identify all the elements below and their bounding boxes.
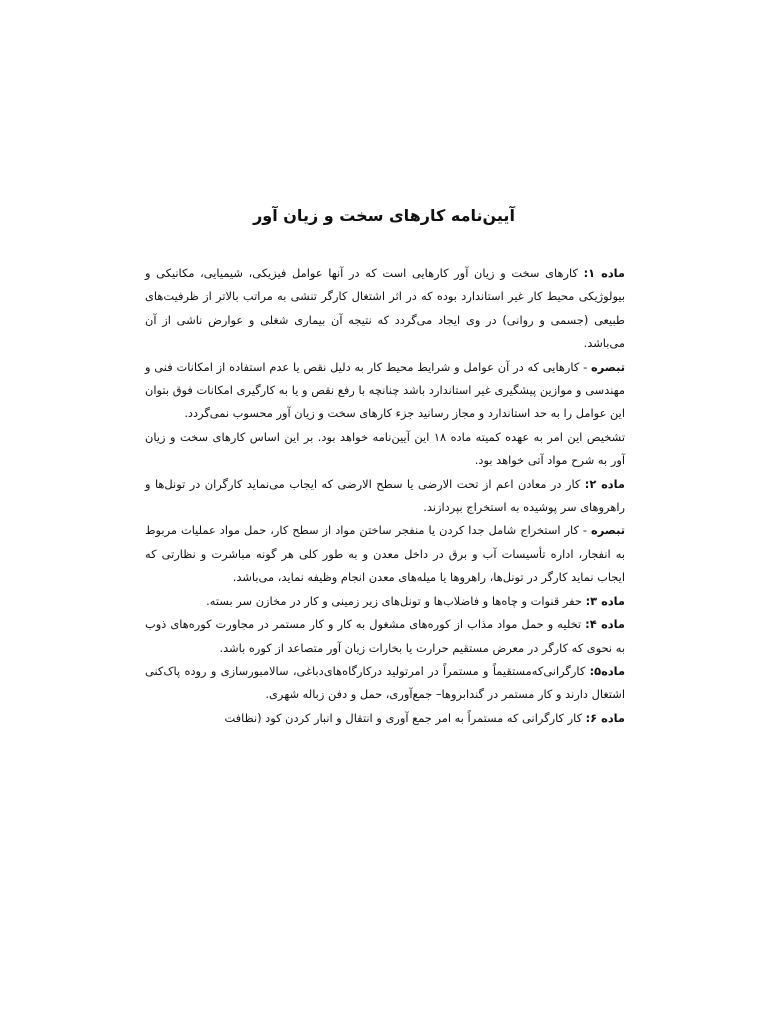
article-2: [145, 473, 625, 520]
note-label: تبصره: [591, 359, 625, 374]
paragraph-text: تشخیص این امر به عهده کمیته ماده ۱۸ این آیین‌نامه خواهد بود. بر این اساس کارهای سخت و زیان آور به شرح مواد آتی خواهد بود.: [145, 429, 625, 468]
article-text: کارگرانی‌که‌مستقیماً و مستمراً در امرتولید درکارگاه‌های‌دباغی، سالامبورسازی و روده پاک‌کنی اشتغال دارند و کار مستمر در گندابروها– جمع‌آوری، حمل و دفن زباله شهری.: [145, 663, 625, 702]
article-text: حفر قنوات و چاه‌ها و فاضلاب‌ها و تونل‌های زیر زمینی و کار در مخازن سر بسته.: [206, 593, 586, 608]
article-label: ماده ۴:: [585, 617, 625, 632]
article-text: تخلیه و حمل مواد مذاب از کوره‌های مشغول به کار و کار مستمر در مجاورت کوره‌های ذوب به نحوی که کارگر در معرض مستقیم حرارت یا بخارات زیان آور متصاعد از کوره باشد.: [145, 617, 625, 655]
article-text: کار کارگرانی که مستمراً به امر جمع آوری و انتقال و انبار کردن کود (نظافت: [224, 710, 586, 725]
article-3: [145, 590, 625, 613]
note-text: - کارهایی که در آن عوامل و شرایط محیط کار به دلیل نقص یا عدم استفاده از امکانات فنی و مهندسی و موازین پیشگیری غیر استاندارد باشد چنانچه با رفع نقص و یا به کارگیری امکانات فوق بتوان این عوامل را به حد استاندارد و مجاز رسانید جزء کارهای سخت و زیان آور محسوب نمی‌گردد.: [145, 359, 625, 421]
article-label: ماده۵:: [589, 663, 625, 678]
article-4: [145, 613, 625, 660]
article-text: کارهای سخت و زیان آور کارهایی است که در آنها عوامل فیزیکی، شیمیایی، مکانیکی و بیولوژیکی محیط کار غیر استاندارد بوده که در اثر اشتغال کارگر تنشی به مراتب بالاتر از ظرفیت‌های طبیعی (جسمی و روانی) در وی ایجاد می‌گردد که نتیجه آن بیماری شغلی و عوارض ناشی از آن می‌باشد.: [145, 266, 625, 351]
note-2: [145, 519, 625, 589]
note-label: تبصره: [591, 523, 625, 538]
article-label: ماده ۳:: [585, 593, 625, 608]
article-label: ماده ۱:: [583, 266, 625, 280]
note-text: - کار استخراج شامل جدا کردن یا منفجر ساختن مواد از سطح کار، حمل مواد عملیات مربوط به انفجار، اداره تأسیسات آب و برق در داخل معدن و به طور کلی هر گونه مباشرت و نظارتی که ایجاب نماید کارگر در تونل‌ها، راهروها یا میله‌های معدن انجام وظیفه نماید، می‌باشد.: [145, 523, 625, 585]
article-5: [145, 660, 625, 707]
article-text: کار در معادن اعم از تحت الارضی یا سطح الارضی که ایجاب می‌نماید کارگران در تونل‌ها و راهروهای سر پوشیده به استخراج بپردازند.: [145, 476, 625, 515]
document-title: آیین‌نامه کارهای سخت و زیان آور: [253, 206, 515, 225]
article-label: ماده ۲:: [584, 476, 625, 491]
note-1: [145, 356, 625, 426]
article-label: ماده ۶:: [585, 710, 625, 725]
document-body: [145, 262, 625, 730]
note-1-continuation: [145, 426, 625, 473]
article-6: [145, 707, 625, 730]
article-1: [145, 262, 625, 356]
